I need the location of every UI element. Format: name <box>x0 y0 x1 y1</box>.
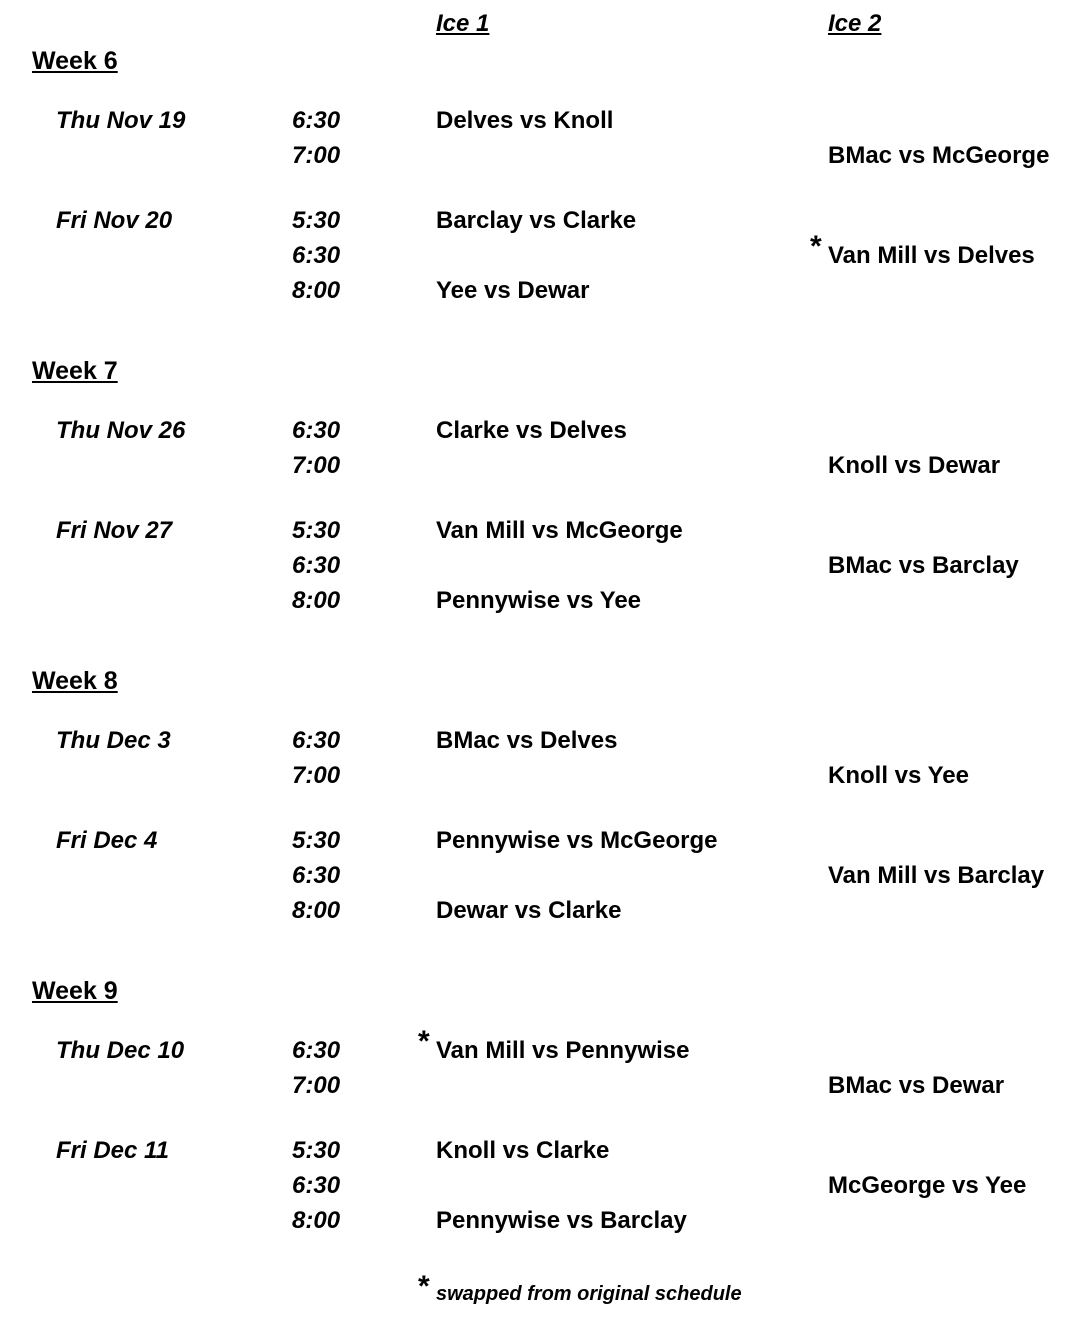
time-label: 7:00 <box>292 452 341 479</box>
swapped-marker: * <box>810 230 822 263</box>
week-heading: Week 6 <box>32 47 118 75</box>
game-ice1: Pennywise vs Yee <box>436 587 642 614</box>
game-ice1: Van Mill vs Pennywise <box>436 1037 690 1064</box>
game-ice2: Knoll vs Yee <box>828 762 969 789</box>
week-heading: Week 7 <box>32 357 118 385</box>
column-header-ice1: Ice 1 <box>436 10 490 37</box>
game-ice1: Delves vs Knoll <box>436 107 614 134</box>
game-ice1: Pennywise vs McGeorge <box>436 827 718 854</box>
swapped-marker: * <box>418 1025 430 1058</box>
day-label: Thu Nov 26 <box>56 417 186 444</box>
time-label: 6:30 <box>292 552 341 579</box>
footnote-marker: * <box>418 1270 430 1303</box>
game-ice1: BMac vs Delves <box>436 727 618 754</box>
footnote-text: swapped from original schedule <box>436 1283 742 1305</box>
day-label: Fri Nov 27 <box>56 517 173 544</box>
time-label: 8:00 <box>292 587 341 614</box>
day-label: Thu Dec 3 <box>56 727 171 754</box>
game-ice2: BMac vs Barclay <box>828 552 1019 579</box>
time-label: 5:30 <box>292 827 341 854</box>
day-label: Thu Nov 19 <box>56 107 186 134</box>
time-label: 6:30 <box>292 1037 341 1064</box>
game-ice1: Dewar vs Clarke <box>436 897 622 924</box>
time-label: 6:30 <box>292 727 341 754</box>
time-label: 6:30 <box>292 1172 341 1199</box>
game-ice1: Clarke vs Delves <box>436 417 627 444</box>
time-label: 6:30 <box>292 107 341 134</box>
game-ice1: Pennywise vs Barclay <box>436 1207 687 1234</box>
game-ice1: Barclay vs Clarke <box>436 207 637 234</box>
game-ice1: Knoll vs Clarke <box>436 1137 610 1164</box>
time-label: 8:00 <box>292 277 341 304</box>
game-ice2: Van Mill vs Barclay <box>828 862 1045 889</box>
column-header-ice2: Ice 2 <box>828 10 882 37</box>
week-heading: Week 9 <box>32 977 118 1005</box>
day-label: Fri Dec 4 <box>56 827 158 854</box>
time-label: 6:30 <box>292 242 341 269</box>
time-label: 5:30 <box>292 517 341 544</box>
time-label: 5:30 <box>292 207 341 234</box>
week-heading: Week 8 <box>32 667 118 695</box>
day-label: Fri Nov 20 <box>56 207 173 234</box>
game-ice2: BMac vs McGeorge <box>828 142 1050 169</box>
game-ice2: Van Mill vs Delves <box>828 242 1035 269</box>
time-label: 5:30 <box>292 1137 341 1164</box>
day-label: Thu Dec 10 <box>56 1037 185 1064</box>
game-ice2: McGeorge vs Yee <box>828 1172 1027 1199</box>
game-ice1: Yee vs Dewar <box>436 277 590 304</box>
time-label: 8:00 <box>292 1207 341 1234</box>
game-ice2: Knoll vs Dewar <box>828 452 1001 479</box>
day-label: Fri Dec 11 <box>56 1137 169 1164</box>
time-label: 8:00 <box>292 897 341 924</box>
game-ice1: Van Mill vs McGeorge <box>436 517 683 544</box>
time-label: 7:00 <box>292 1072 341 1099</box>
time-label: 7:00 <box>292 762 341 789</box>
time-label: 7:00 <box>292 142 341 169</box>
game-ice2: BMac vs Dewar <box>828 1072 1005 1099</box>
time-label: 6:30 <box>292 862 341 889</box>
time-label: 6:30 <box>292 417 341 444</box>
